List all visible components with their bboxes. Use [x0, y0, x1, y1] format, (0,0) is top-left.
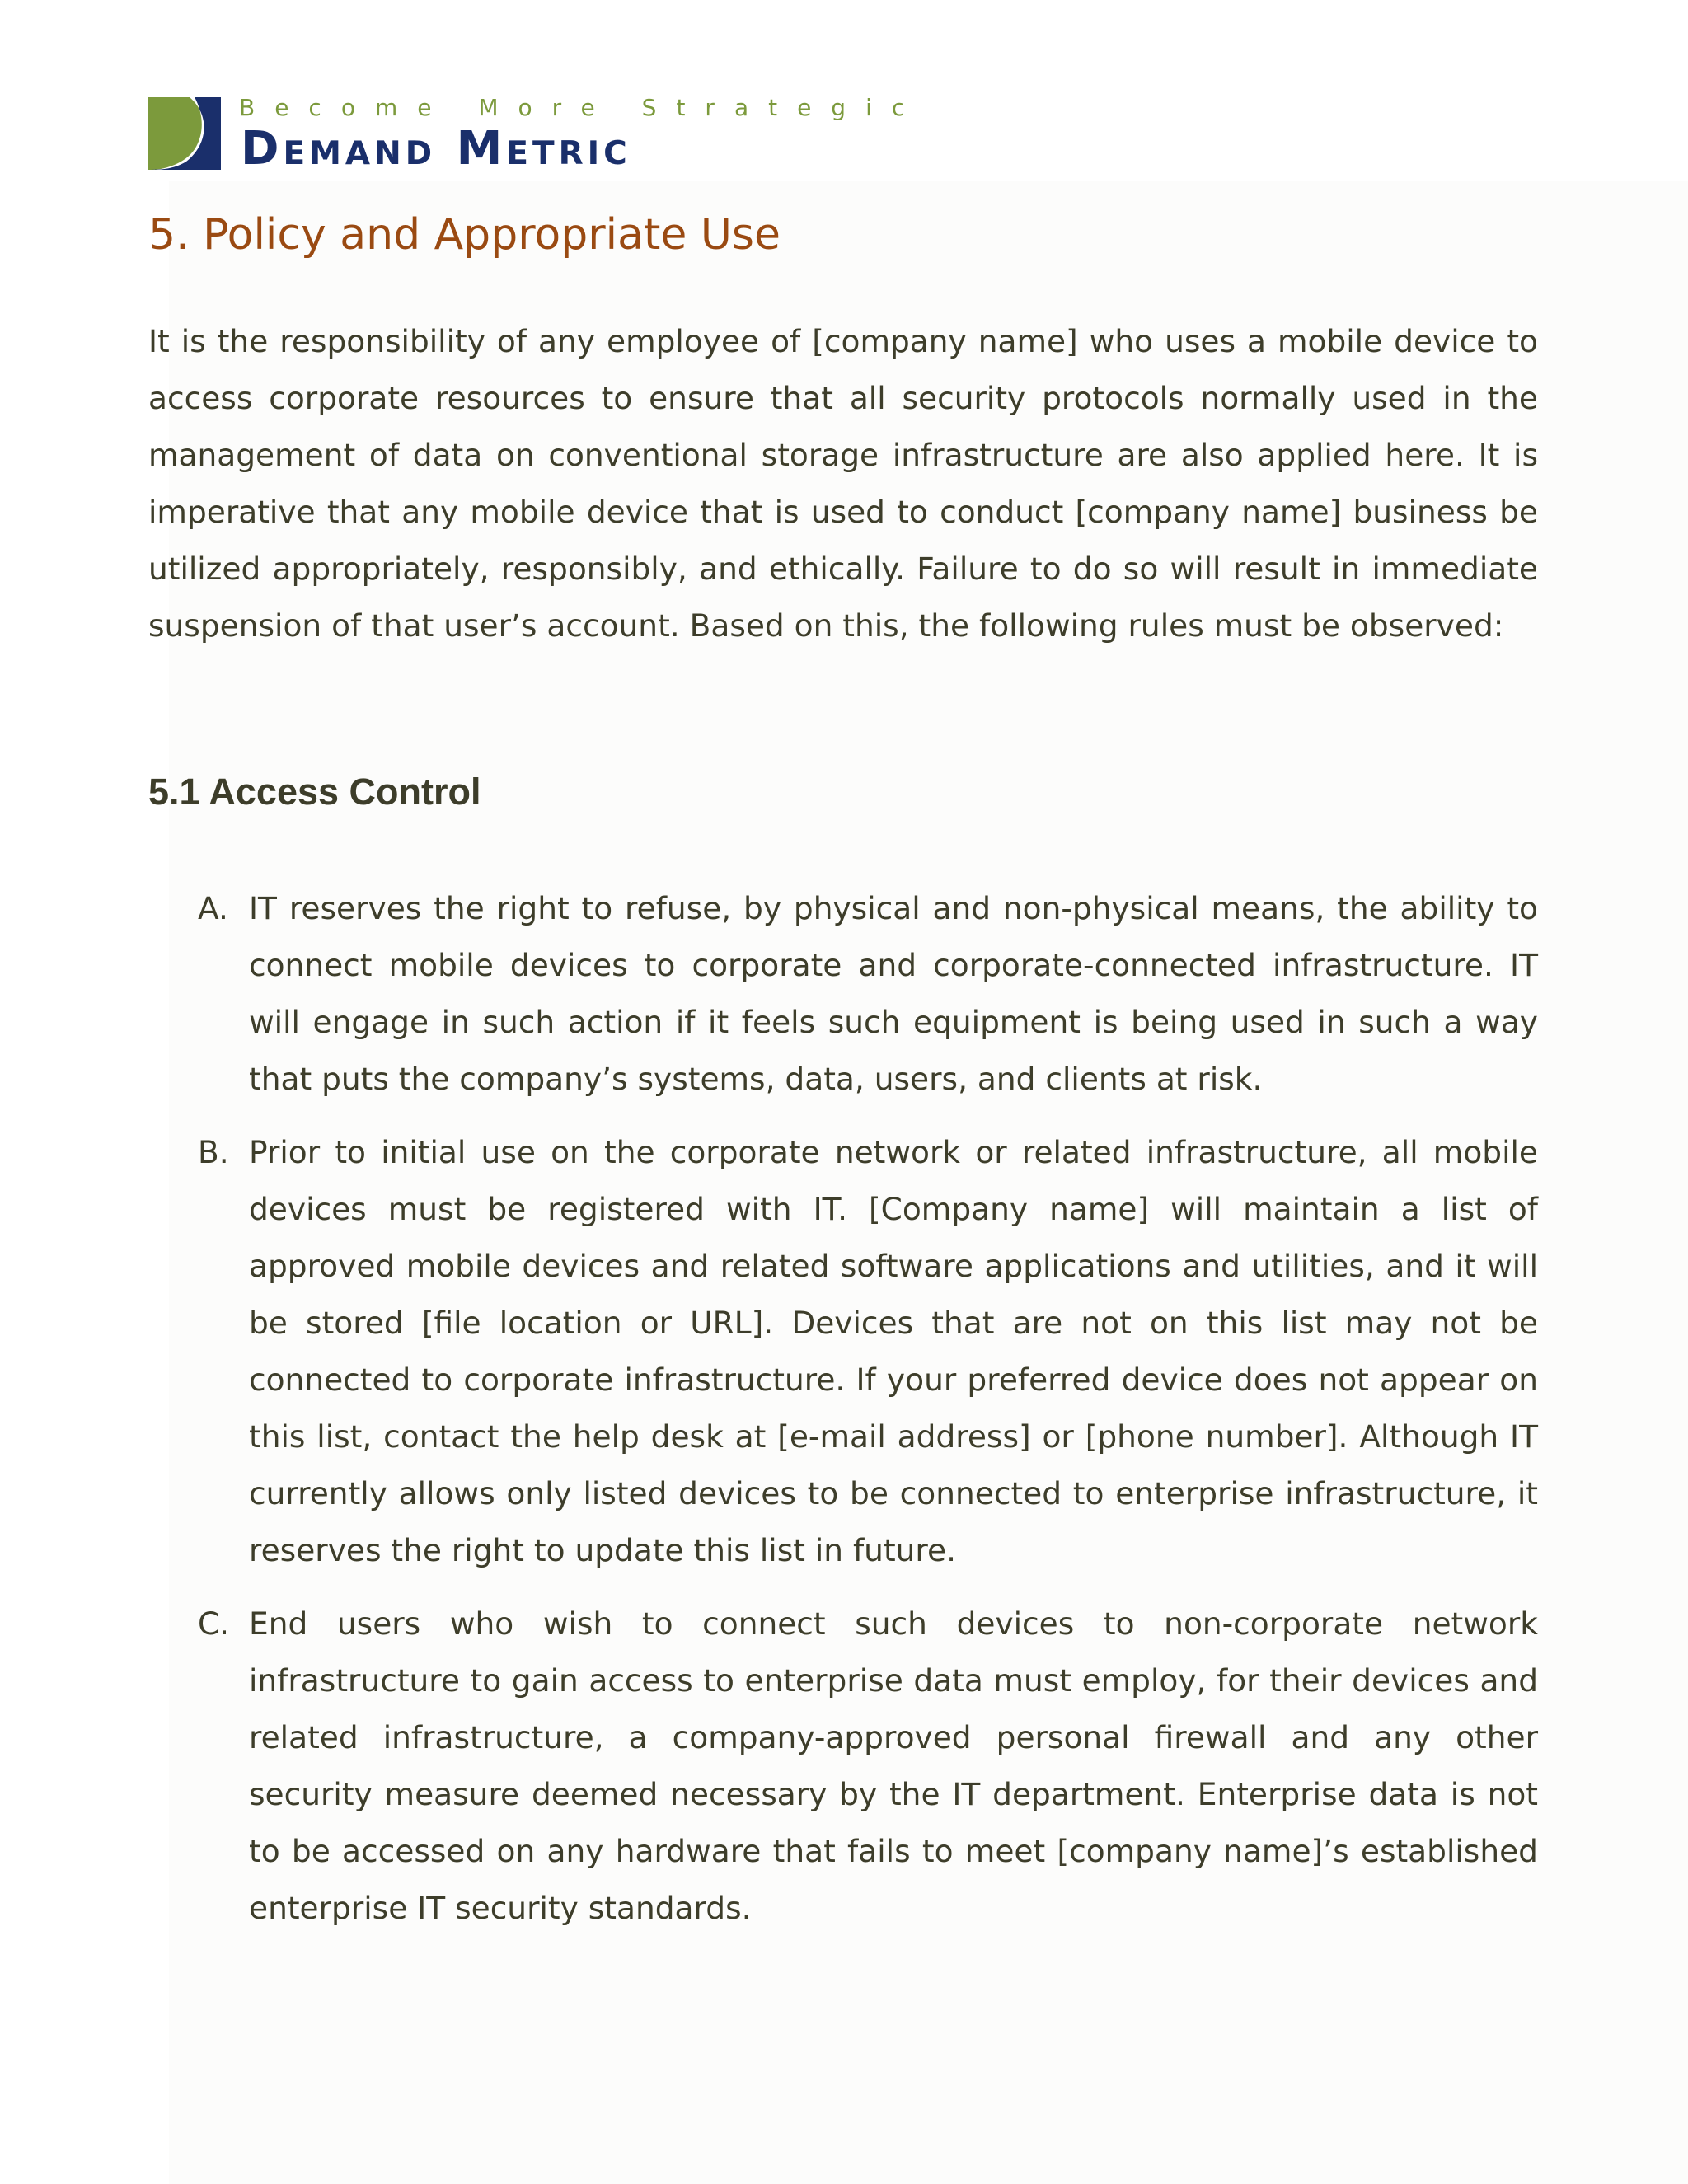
rule-item-c — [148, 1596, 1538, 1937]
logo-brand-name: Demand Metric — [241, 122, 631, 176]
section-title: 5. Policy and Appropriate Use — [148, 210, 781, 260]
logo-tagline: Become More Strategic — [239, 94, 925, 121]
rule-text: End users who wish to connect such devices to non-corporate network infrastructure to gain access to enterprise data must employ, for their devices and related infrastructure, a company-approved personal firewall and any other security measure deemed necessary by the IT department. Enterprise data is not to be accessed on any hardware that fails to meet [company name]’s established enterprise IT security standards. — [249, 1605, 1538, 1926]
company-logo — [148, 91, 925, 176]
rule-marker: A. — [198, 890, 228, 926]
logo-mark-icon — [148, 97, 221, 170]
access-control-rules — [148, 880, 1538, 1953]
rule-marker: C. — [198, 1605, 230, 1642]
rule-marker: B. — [198, 1134, 229, 1170]
rule-item-a — [148, 880, 1538, 1108]
rule-text: Prior to initial use on the corporate network or related infrastructure, all mobile devices must be registered with IT. [Company name] will maintain a list of approved mobile devices and related software applications and utilities, and it will be stored [file location or URL]. Devices that are not on this list may not be connected to corporate infrastructure. If your preferred device does not appear on this list, contact the help desk at [e-mail address] or [phone number]. Although IT currently allows only listed devices to be connected to enterprise infrastructure, it reserves the right to update this list in future. — [249, 1134, 1538, 1568]
rule-text: IT reserves the right to refuse, by physical and non-physical means, the ability to connect mobile devices to corporate and corporate-connected infrastructure. IT will engage in such action if it feels such equipment is being used in such a way that puts the company’s systems, data, users, and clients at risk. — [249, 890, 1538, 1097]
rule-item-b — [148, 1124, 1538, 1579]
subsection-title: 5.1 Access Control — [148, 771, 481, 813]
intro-paragraph: It is the responsibility of any employee of [company name] who uses a mobile device to access corporate resources to ensure that all security protocols normally used in the management of data on conventional storage infrastructure are also applied here. It is imperative that any mobile device that is used to conduct [company name] business be utilized appropriately, responsibly, and ethically. Failure to do so will result in immediate suspension of that user’s account. Based on this, the following rules must be observed: — [148, 323, 1538, 644]
